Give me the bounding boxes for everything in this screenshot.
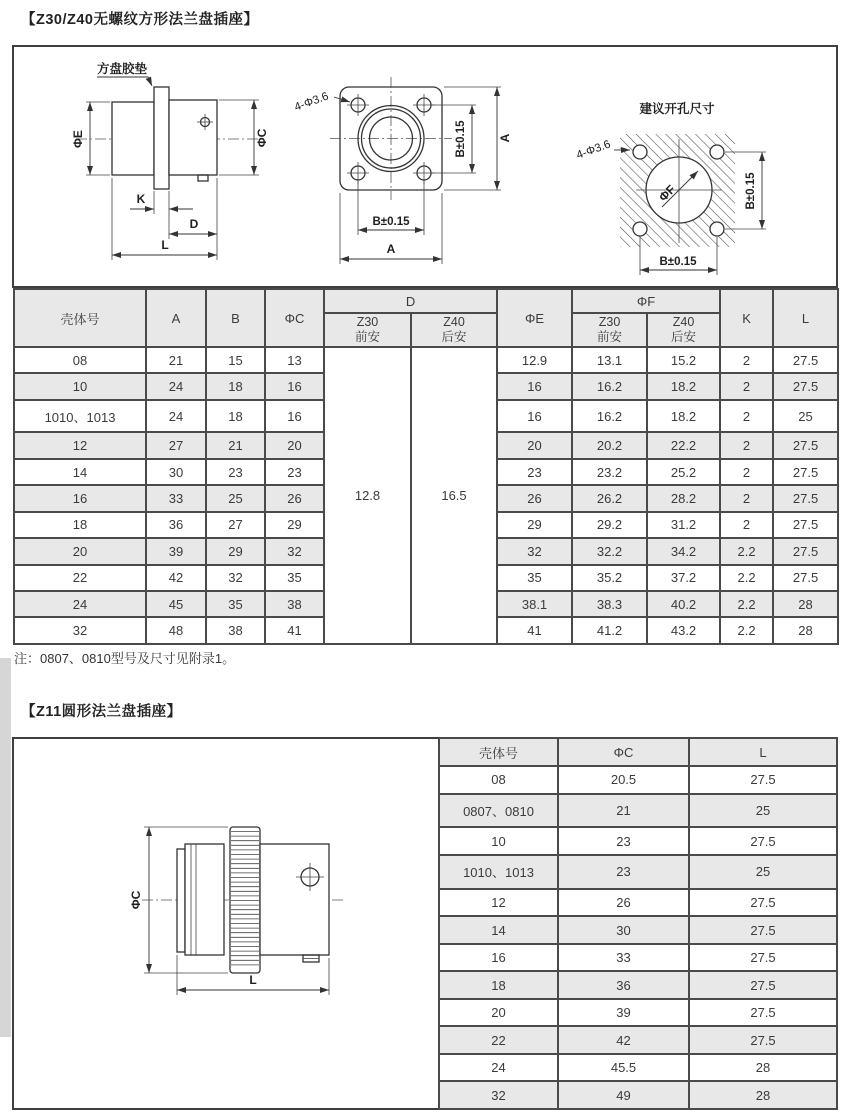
cell: 16.2 (572, 373, 647, 399)
section2-title: 【Z11圆形法兰盘插座】 (21, 704, 182, 720)
cell: 35.2 (572, 565, 647, 591)
cell: 48 (146, 617, 206, 644)
header-row-1 (14, 289, 838, 313)
cell: 2 (720, 485, 773, 511)
col-header-shell: 壳体号 (14, 289, 146, 347)
cell: 20 (14, 538, 146, 564)
technical-drawings-svg (14, 47, 834, 286)
cell: 27.5 (689, 766, 837, 794)
dim-label-k: K (136, 192, 146, 206)
cell: 2.2 (720, 617, 773, 644)
cell: 2 (720, 432, 773, 458)
cell: 27.5 (689, 916, 837, 944)
cell: 28.2 (647, 485, 720, 511)
dim-label-d: D (189, 217, 199, 231)
cell: 38.3 (572, 591, 647, 617)
cell: 16 (439, 944, 558, 972)
cell: 27.5 (689, 827, 837, 855)
dim-label-z11-phi-c: ΦC (129, 890, 143, 910)
cell: 25 (206, 485, 265, 511)
cell: 29 (497, 512, 572, 538)
cell: 20 (439, 999, 558, 1027)
cell: 34.2 (647, 538, 720, 564)
table-row (439, 855, 837, 889)
cell: 22 (439, 1026, 558, 1054)
cell: 18 (206, 373, 265, 399)
cell: 16.2 (572, 400, 647, 433)
table-row (439, 766, 837, 794)
cell: 2 (720, 512, 773, 538)
front-view-drawing (293, 77, 512, 264)
subheader-f-z30-front (572, 313, 647, 347)
cell: 38 (206, 617, 265, 644)
z11-front-cap (177, 849, 185, 952)
col-header-phi-c: ΦC (265, 289, 324, 347)
cell: 16 (14, 485, 146, 511)
cell: 22 (14, 565, 146, 591)
cell: 18.2 (647, 400, 720, 433)
cell: 41 (265, 617, 324, 644)
z11-table-body (439, 766, 837, 1109)
cell: 0807、0810 (439, 794, 558, 828)
cell: 12.9 (497, 347, 572, 373)
dim-label-phi-e: ΦE (71, 130, 85, 148)
cell: 23 (558, 855, 689, 889)
merged-d-cell: 12.8 (324, 347, 411, 644)
cell: 27 (146, 432, 206, 458)
cell: 23 (206, 459, 265, 485)
table-row (439, 889, 837, 917)
cell: 2 (720, 459, 773, 485)
dim-label-l: L (161, 238, 169, 252)
cell: 20.5 (558, 766, 689, 794)
cell: 25 (689, 855, 837, 889)
cell: 1010、1013 (439, 855, 558, 889)
cell: 27.5 (773, 485, 838, 511)
cell: 2 (720, 373, 773, 399)
cell: 29 (206, 538, 265, 564)
col-header-a: A (146, 289, 206, 347)
cell: 27.5 (773, 512, 838, 538)
cell: 21 (558, 794, 689, 828)
cell: 27.5 (689, 999, 837, 1027)
dim-label-b-right-cutout: B±0.15 (745, 172, 757, 210)
rear-mount-label: 后安 (671, 330, 697, 344)
table-row (439, 1054, 837, 1082)
gasket-callout-label: 方盘胶垫 (97, 62, 148, 76)
cutout-title: 建议开孔尺寸 (639, 102, 715, 116)
cell: 24 (146, 400, 206, 433)
cell: 32 (497, 538, 572, 564)
cell: 37.2 (647, 565, 720, 591)
cell: 18 (439, 971, 558, 999)
cell: 18 (14, 512, 146, 538)
cell: 42 (146, 565, 206, 591)
cell: 15 (206, 347, 265, 373)
cell: 08 (439, 766, 558, 794)
footnote: 注：0807、0810型号及尺寸见附录1。 (14, 651, 236, 666)
cell: 36 (146, 512, 206, 538)
side-right-body (169, 100, 217, 175)
cell: 41.2 (572, 617, 647, 644)
cell: 28 (689, 1054, 837, 1082)
dim-label-b-bottom-cutout: B±0.15 (659, 256, 697, 268)
cell: 30 (558, 916, 689, 944)
header-row (439, 738, 837, 766)
table-row (439, 999, 837, 1027)
cell: 13.1 (572, 347, 647, 373)
col-header-phi-f-group: ΦF (572, 289, 720, 313)
cell: 15.2 (647, 347, 720, 373)
cell: 31.2 (647, 512, 720, 538)
cell: 35 (206, 591, 265, 617)
cell: 32 (206, 565, 265, 591)
table-row (439, 794, 837, 828)
cell: 23 (265, 459, 324, 485)
cell: 42 (558, 1026, 689, 1054)
side-key-notch (198, 175, 208, 181)
callout-leader-line (97, 77, 152, 86)
drawings-frame (12, 45, 838, 288)
table-row (14, 347, 838, 373)
cell: 16 (497, 373, 572, 399)
cell: 35 (265, 565, 324, 591)
cell: 27.5 (773, 538, 838, 564)
col-header-d-group: D (324, 289, 497, 313)
cell: 26 (265, 485, 324, 511)
cell: 25 (773, 400, 838, 433)
cell: 39 (558, 999, 689, 1027)
dim-label-phi-c: ΦC (255, 128, 269, 148)
cell: 20 (497, 432, 572, 458)
cell: 36 (558, 971, 689, 999)
cell: 27.5 (773, 347, 838, 373)
cell: 45 (146, 591, 206, 617)
cell: 22.2 (647, 432, 720, 458)
cell: 39 (146, 538, 206, 564)
section1-title: 【Z30/Z40无螺纹方形法兰盘插座】 (21, 12, 259, 28)
cell: 27.5 (773, 432, 838, 458)
dim-label-b-right: B±0.15 (455, 120, 467, 158)
cell: 27.5 (689, 971, 837, 999)
dim-label-a-bottom: A (386, 242, 396, 256)
cell: 26 (497, 485, 572, 511)
cell: 38.1 (497, 591, 572, 617)
cell: 14 (14, 459, 146, 485)
front-holes-label: 4-Φ3.6 (292, 90, 331, 114)
front-mount-label: 前安 (354, 330, 380, 344)
cell: 10 (439, 827, 558, 855)
z11-dimension-table (438, 737, 838, 1110)
table-row (439, 827, 837, 855)
col-header-phi-e: ΦE (497, 289, 572, 347)
cell: 27.5 (773, 373, 838, 399)
z30-table-body (14, 347, 838, 644)
front-holes-leader (334, 97, 350, 102)
cell: 29.2 (572, 512, 647, 538)
page-edge-shadow (0, 658, 11, 1037)
cell: 30 (146, 459, 206, 485)
col-header-b: B (206, 289, 265, 347)
cell: 16 (497, 400, 572, 433)
merged-d-cell: 16.5 (411, 347, 497, 644)
cell: 23 (558, 827, 689, 855)
side-view-drawing (71, 61, 269, 260)
z30-label: Z30 (356, 315, 379, 329)
cell: 12 (14, 432, 146, 458)
col-header-l: L (773, 289, 838, 347)
cell: 27.5 (773, 459, 838, 485)
cell: 24 (439, 1054, 558, 1082)
cell: 32 (265, 538, 324, 564)
cell: 27 (206, 512, 265, 538)
cutout-holes-label: 4-Φ3.6 (574, 138, 613, 162)
cell: 26.2 (572, 485, 647, 511)
cell: 24 (146, 373, 206, 399)
cell: 40.2 (647, 591, 720, 617)
cell: 33 (146, 485, 206, 511)
cell: 38 (265, 591, 324, 617)
cell: 08 (14, 347, 146, 373)
table-row (439, 971, 837, 999)
z30-z40-dimension-table (13, 288, 839, 645)
cell: 29 (265, 512, 324, 538)
cell: 32 (439, 1081, 558, 1109)
z11-rear-body (260, 844, 329, 955)
col-header-l: L (689, 738, 837, 766)
cell: 20 (265, 432, 324, 458)
table-row (439, 916, 837, 944)
front-mount-label: 前安 (597, 330, 623, 344)
cell: 25 (689, 794, 837, 828)
cell: 13 (265, 347, 324, 373)
side-left-body (112, 102, 154, 175)
cell: 32 (14, 617, 146, 644)
cell: 27.5 (689, 889, 837, 917)
cell: 35 (497, 565, 572, 591)
col-header-phi-c: ΦC (558, 738, 689, 766)
cell: 2 (720, 400, 773, 433)
cell: 27.5 (689, 1026, 837, 1054)
cell: 28 (773, 617, 838, 644)
col-header-k: K (720, 289, 773, 347)
cell: 27.5 (773, 565, 838, 591)
z11-side-view-drawing (129, 827, 346, 995)
dim-label-a-right: A (498, 133, 512, 143)
cell: 25.2 (647, 459, 720, 485)
cell: 14 (439, 916, 558, 944)
cell: 16 (265, 373, 324, 399)
cell: 45.5 (558, 1054, 689, 1082)
cell: 21 (146, 347, 206, 373)
dim-label-z11-l: L (249, 973, 257, 987)
cell: 49 (558, 1081, 689, 1109)
cell: 27.5 (689, 944, 837, 972)
cell: 2.2 (720, 565, 773, 591)
cell: 28 (689, 1081, 837, 1109)
cell: 16 (265, 400, 324, 433)
side-flange-plate (154, 87, 169, 189)
rear-mount-label: 后安 (441, 330, 467, 344)
subheader-d-z40-rear (411, 313, 497, 347)
z40-label: Z40 (672, 315, 695, 329)
dim-label-b-bottom: B±0.15 (372, 216, 410, 228)
cell: 23.2 (572, 459, 647, 485)
cell: 18 (206, 400, 265, 433)
cell: 28 (773, 591, 838, 617)
col-header-shell: 壳体号 (439, 738, 558, 766)
cell: 2.2 (720, 538, 773, 564)
cell: 2.2 (720, 591, 773, 617)
cell: 2 (720, 347, 773, 373)
cell: 1010、1013 (14, 400, 146, 433)
cell: 24 (14, 591, 146, 617)
cell: 32.2 (572, 538, 647, 564)
cell: 18.2 (647, 373, 720, 399)
table-row (439, 1026, 837, 1054)
table-row (439, 944, 837, 972)
cell: 10 (14, 373, 146, 399)
cell: 21 (206, 432, 265, 458)
dim-label-phi-f: ΦF (656, 182, 679, 205)
subheader-f-z40-rear (647, 313, 720, 347)
z11-frame (12, 737, 838, 1110)
cell: 33 (558, 944, 689, 972)
cell: 23 (497, 459, 572, 485)
subheader-d-z30-front (324, 313, 411, 347)
cell: 26 (558, 889, 689, 917)
table-row (439, 1081, 837, 1109)
cell: 43.2 (647, 617, 720, 644)
cell: 41 (497, 617, 572, 644)
cell: 20.2 (572, 432, 647, 458)
cell: 12 (439, 889, 558, 917)
z40-label: Z40 (443, 315, 465, 329)
z11-drawing-svg (14, 739, 440, 1108)
cutout-view-drawing (575, 101, 766, 275)
z30-label: Z30 (598, 315, 621, 329)
